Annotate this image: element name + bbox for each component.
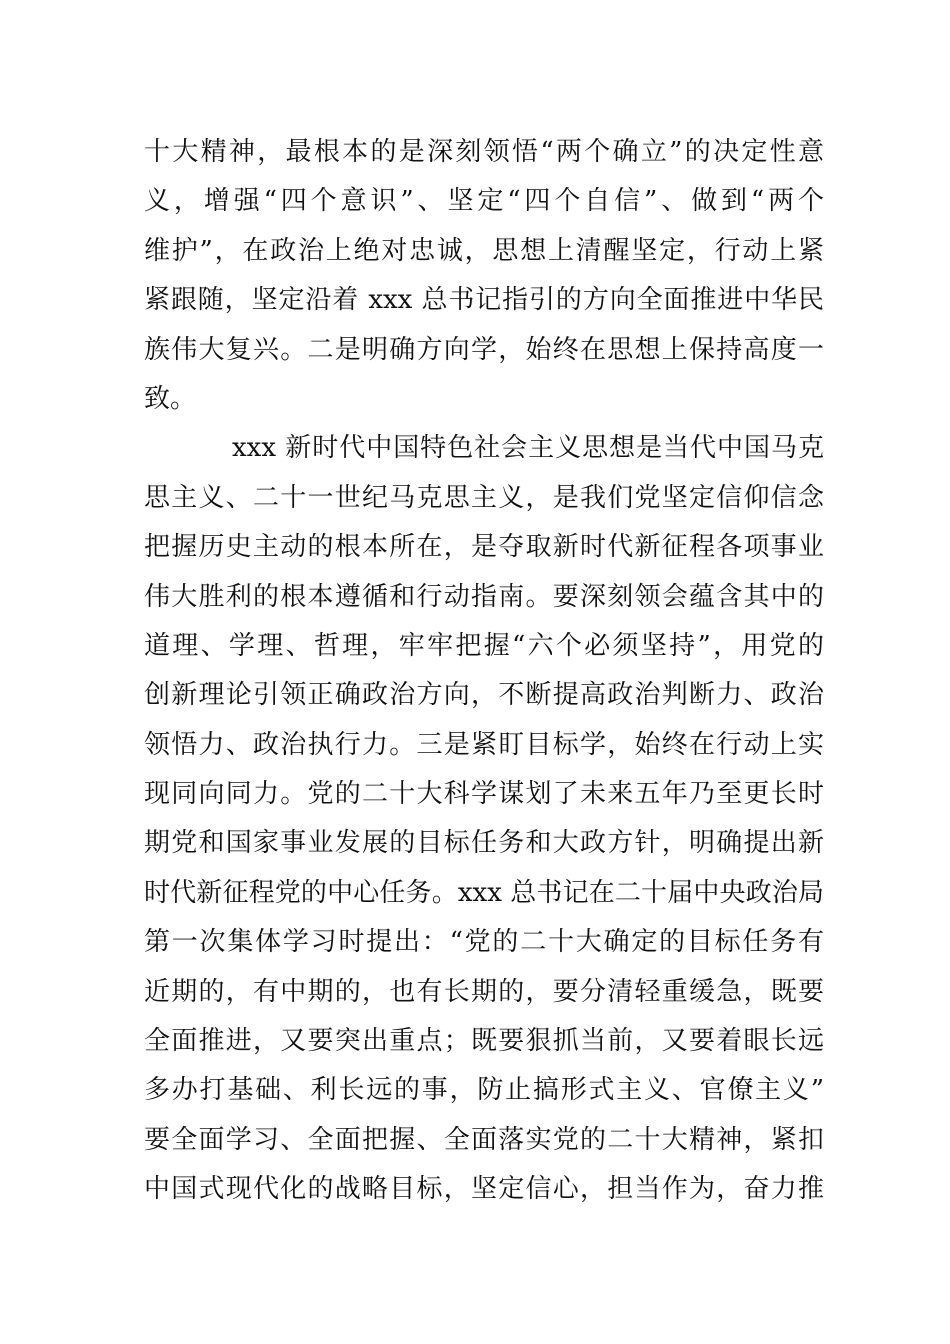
text-line-20: 多办打基础、利长远的事，防止搞形式主义、官僚主义” <box>144 1075 824 1106</box>
text-line-10: 伟大胜利的根本遵循和行动指南。要深刻领会蕴含其中的 <box>144 581 824 612</box>
text-line-21: 要全面学习、全面把握、全面落实党的二十大精神，紧扣 <box>144 1124 824 1155</box>
text-line-17: 第一次集体学习时提出：“党的二十大确定的目标任务有 <box>144 927 824 958</box>
text-line-2: 义，增强“四个意识”、坚定“四个自信”、做到“两个 <box>144 186 824 217</box>
text-line-19: 全面推进，又要突出重点；既要狠抓当前，又要着眼长远 <box>144 1026 824 1057</box>
body-text <box>144 128 824 1215</box>
text-line-6: 致。 <box>144 383 197 414</box>
paragraph-start-line: xxx 新时代中国特色社会主义思想是当代中国马克 <box>232 433 824 464</box>
text-line-3: 维护”，在政治上绝对忠诚，思想上清醒坚定，行动上紧 <box>144 235 824 266</box>
text-line-15: 期党和国家事业发展的目标任务和大政方针，明确提出新 <box>144 828 824 859</box>
text-line-9: 把握历史主动的根本所在，是夺取新时代新征程各项事业 <box>144 532 824 563</box>
text-line-5: 族伟大复兴。二是明确方向学，始终在思想上保持高度一 <box>144 334 824 365</box>
text-line-8: 思主义、二十一世纪马克思主义，是我们党坚定信仰信念 <box>144 482 824 513</box>
text-line-11: 道理、学理、哲理，牢牢把握“六个必须坚持”，用党的 <box>144 630 824 661</box>
text-line-1: 十大精神，最根本的是深刻领悟“两个确立”的决定性意 <box>144 137 824 167</box>
text-line-22: 中国式现代化的战略目标，坚定信心，担当作为，奋力推 <box>144 1174 824 1205</box>
text-line-16: 时代新征程党的中心任务。xxx 总书记在二十届中央政治局 <box>144 877 824 908</box>
text-line-4: 紧跟随，坚定沿着 xxx 总书记指引的方向全面推进中华民 <box>144 285 824 316</box>
text-line-12: 创新理论引领正确政治方向，不断提高政治判断力、政治 <box>144 680 824 711</box>
text-line-14: 现同向同力。党的二十大科学谋划了未来五年乃至更长时 <box>144 779 824 810</box>
text-line-18: 近期的，有中期的，也有长期的，要分清轻重缓急，既要 <box>144 976 824 1007</box>
text-line-13: 领悟力、政治执行力。三是紧盯目标学，始终在行动上实 <box>144 729 824 760</box>
